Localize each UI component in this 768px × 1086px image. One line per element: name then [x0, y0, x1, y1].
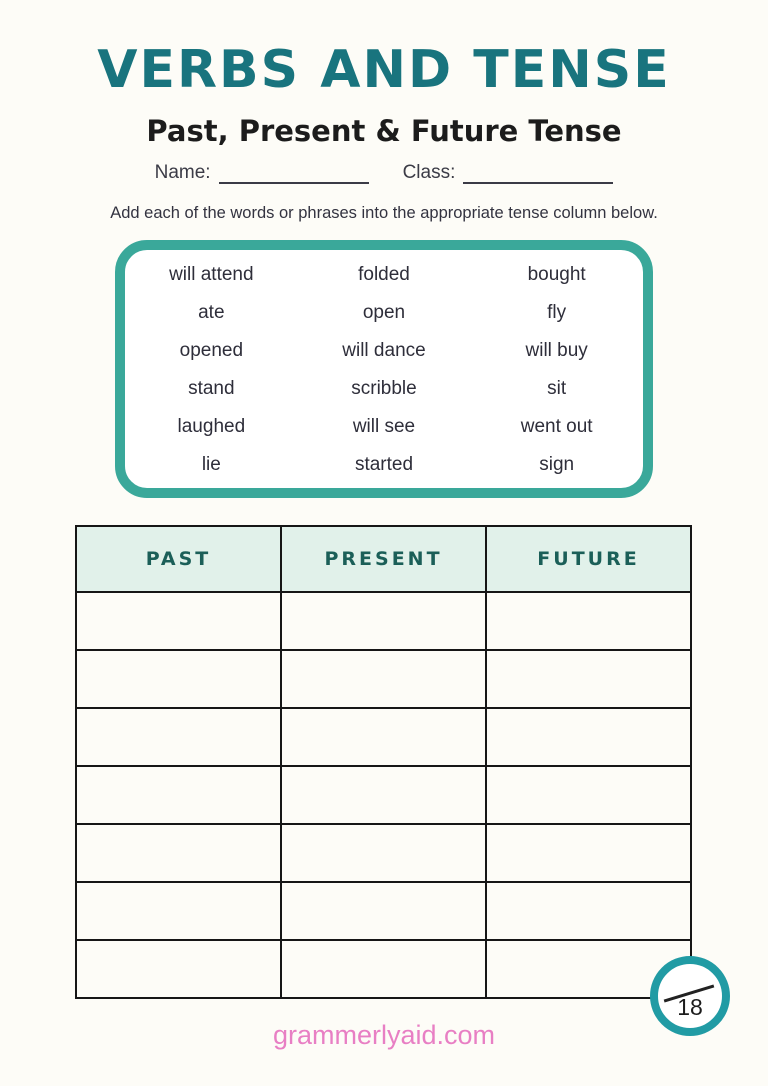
instruction-text: Add each of the words or phrases into the appropriate tense column below. — [110, 204, 658, 222]
word-item: laughed — [177, 416, 246, 437]
cell-future[interactable] — [486, 592, 691, 650]
word-item: folded — [358, 264, 410, 285]
word-item: scribble — [351, 378, 417, 399]
header-present: PRESENT — [281, 526, 486, 592]
word-item: open — [362, 302, 406, 323]
table-row — [76, 708, 691, 766]
cell-present[interactable] — [281, 650, 486, 708]
table-row — [76, 940, 691, 998]
page-number: 18 — [677, 994, 703, 1020]
class-input-line[interactable] — [463, 168, 613, 184]
tense-table — [75, 525, 692, 999]
cell-past[interactable] — [76, 708, 281, 766]
cell-past[interactable] — [76, 766, 281, 824]
cell-future[interactable] — [486, 882, 691, 940]
word-item: fly — [547, 302, 567, 323]
name-class-row — [0, 162, 768, 184]
name-label: Name: — [154, 162, 211, 183]
page-subtitle: Past, Present & Future Tense — [146, 114, 622, 148]
cell-past[interactable] — [76, 882, 281, 940]
class-label: Class: — [402, 162, 456, 183]
word-item: will dance — [342, 340, 426, 361]
word-bank-box — [115, 240, 653, 498]
cell-past[interactable] — [76, 940, 281, 998]
page-title: VERBS AND TENSE — [97, 40, 671, 100]
tense-table-header — [76, 526, 691, 592]
word-item: will see — [352, 416, 416, 437]
table-row — [76, 592, 691, 650]
table-row — [76, 766, 691, 824]
cell-future[interactable] — [486, 824, 691, 882]
cell-past[interactable] — [76, 824, 281, 882]
word-item: will attend — [169, 264, 254, 285]
cell-future[interactable] — [486, 708, 691, 766]
header-future: FUTURE — [486, 526, 691, 592]
cell-present[interactable] — [281, 940, 486, 998]
cell-present[interactable] — [281, 882, 486, 940]
word-item: sign — [539, 454, 575, 475]
word-item: will buy — [525, 340, 588, 361]
name-input-line[interactable] — [219, 168, 369, 184]
word-item: bought — [527, 264, 586, 285]
table-row — [76, 882, 691, 940]
word-item: lie — [201, 454, 221, 475]
cell-present[interactable] — [281, 708, 486, 766]
header-row — [76, 526, 691, 592]
table-row — [76, 650, 691, 708]
word-item: stand — [188, 378, 235, 399]
cell-past[interactable] — [76, 592, 281, 650]
class-field-group — [403, 162, 614, 184]
cell-present[interactable] — [281, 592, 486, 650]
footer-website-link[interactable]: grammerlyaid.com — [272, 1020, 496, 1050]
cell-future[interactable] — [486, 766, 691, 824]
word-item: went out — [520, 416, 593, 437]
word-item: opened — [179, 340, 244, 361]
cell-past[interactable] — [76, 650, 281, 708]
name-field-group — [155, 162, 369, 184]
word-item: started — [354, 454, 414, 475]
header-past: PAST — [76, 526, 281, 592]
cell-future[interactable] — [486, 650, 691, 708]
word-item: sit — [547, 378, 567, 399]
cell-present[interactable] — [281, 766, 486, 824]
table-row — [76, 824, 691, 882]
cell-present[interactable] — [281, 824, 486, 882]
tense-table-body — [76, 592, 691, 998]
word-item: ate — [198, 302, 225, 323]
